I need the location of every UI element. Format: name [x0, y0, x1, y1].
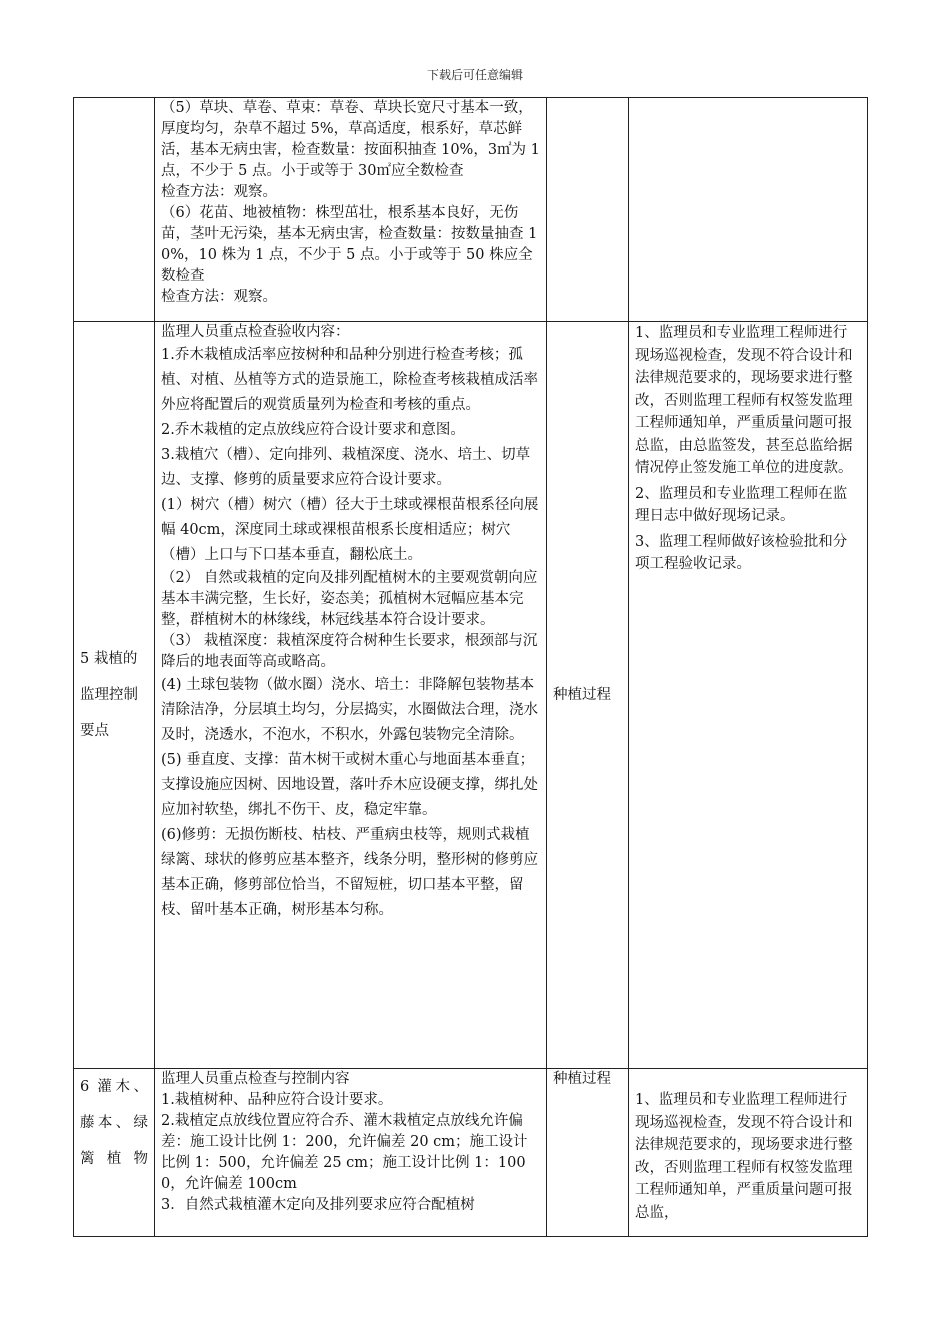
row3-title-cell [74, 1069, 155, 1237]
content-paragraph: (6)修剪：无损伤断枝、枯枝、严重病虫枝等，规则式栽植绿篱、球状的修剪应基本整齐，线条分明，整形树的修剪应基本正确，修剪部位恰当，不留短桩，切口基本平整，留枝、留叶基本正确，树形基本匀称。 [161, 827, 538, 918]
row2-title-cell [74, 322, 155, 1069]
content-paragraph: 1.栽植树种、品种应符合设计要求。 [161, 1092, 393, 1108]
content-paragraph: 2.乔木栽植的定点放线应符合设计要求和意图。 [161, 422, 465, 438]
content-paragraph: （5）草块、草卷、草束：草卷、草块长宽尺寸基本一致，厚度均匀，杂草不超过 5%，草高适度，根系好，草芯鲜活，基本无病虫害，检查数量：按面积抽查 10%，3㎡为 1 点，不少于 5 点。小于或等于 30㎡应全数检查 [161, 100, 540, 179]
content-paragraph: 2.栽植定点放线位置应符合乔、灌木栽植定点放线允许偏差：施工设计比例 1：200，允许偏差 20 cm；施工设计比例 1：500，允许偏差 25 cm；施工设计比例 1：1000，允许偏差 100cm [161, 1113, 528, 1192]
section-title: 6 灌木、藤本、绿篱植物 [80, 1079, 148, 1167]
page-header: 下载后可任意编辑 [426, 68, 523, 82]
content-paragraph: 检查方法：观察。 [161, 289, 277, 305]
row1-content-cell [155, 98, 547, 322]
content-paragraph: （3） 栽植深度：栽植深度符合树种生长要求，根颈部与沉降后的地表面等高或略高。 [161, 633, 538, 670]
content-paragraph: （6）花苗、地被植物：株型茁壮，根系基本良好，无伤苗，茎叶无污染，基本无病虫害，检查数量：按数量抽查 10%，10 株为 1 点，不少于 5 点。小于或等于 50 株应全数检查 [161, 205, 538, 284]
row1-title-cell [74, 98, 155, 322]
content-paragraph: (1）树穴（槽）树穴（槽）径大于土球或裸根苗根系径向展幅 40cm，深度同土球或裸根苗根系长度相适应；树穴（槽）上口与下口基本垂直，翻松底土。 [161, 497, 539, 563]
note-paragraph: 1、监理员和专业监理工程师进行现场巡视检查，发现不符合设计和法律规范要求的，现场要求进行整改，否则监理工程师有权签发监理工程师通知单，严重质量问题可报总监， [635, 1092, 853, 1221]
supervision-table [73, 97, 868, 1237]
row2-notes-cell [629, 322, 868, 1069]
content-paragraph: 3．自然式栽植灌木定向及排列要求应符合配植树 [161, 1197, 475, 1213]
stage-label: 种植过程 [553, 686, 611, 703]
stage-label: 种植过程 [553, 1071, 611, 1087]
content-heading: 监理人员重点检查与控制内容 [161, 1071, 350, 1087]
content-paragraph: 检查方法：观察。 [161, 184, 277, 200]
row2-content-cell [155, 322, 547, 1069]
row1-stage-cell [547, 98, 629, 322]
content-paragraph: （2） 自然或栽植的定向及排列配植树木的主要观赏朝向应基本丰满完整，生长好，姿态美；孤植树木冠幅应基本完整，群植树木的林缘线，林冠线基本符合设计要求。 [161, 570, 538, 628]
section-title: 5 栽植的监理控制要点 [80, 651, 138, 739]
note-paragraph: 2、监理员和专业监理工程师在监理日志中做好现场记录。 [635, 485, 848, 524]
table-row [74, 322, 868, 1069]
content-heading: 监理人员重点检查验收内容： [161, 324, 350, 340]
row3-content-cell [155, 1069, 547, 1237]
row3-stage-cell [547, 1069, 629, 1237]
row3-notes-cell [629, 1069, 868, 1237]
note-paragraph: 1、监理员和专业监理工程师进行现场巡视检查，发现不符合设计和法律规范要求的，现场要求进行整改，否则监理工程师有权签发监理工程师通知单，严重质量问题可报总监，由总监签发，甚至总监给据情况停止签发施工单位的进度款。 [635, 325, 853, 476]
content-paragraph: (4) 土球包装物（做水圈）浇水、培土：非降解包装物基本清除洁净，分层填土均匀，分层捣实，水圈做法合理，浇水及时，浇透水，不泡水，不积水，外露包装物完全清除。 [161, 677, 538, 743]
table-row [74, 98, 868, 322]
row2-stage-cell [547, 322, 629, 1069]
content-paragraph: 1.乔木栽植成活率应按树种和品种分别进行检查考核；孤植、对植、丛植等方式的造景施工，除检查考核栽植成活率外应将配置后的观赏质量列为检查和考核的重点。 [161, 347, 538, 413]
content-paragraph: 3.栽植穴（槽）、定向排列、栽植深度、浇水、培土、切草边、支撑、修剪的质量要求应符合设计要求。 [161, 447, 531, 488]
note-paragraph: 3、监理工程师做好该检验批和分项工程验收记录。 [635, 533, 848, 572]
table-row [74, 1069, 868, 1237]
row1-notes-cell [629, 98, 868, 322]
content-paragraph: (5) 垂直度、支撑：苗木树干或树木重心与地面基本垂直；支撑设施应因树、因地设置，落叶乔木应设硬支撑，绑扎处应加衬软垫，绑扎不伤干、皮，稳定牢靠。 [161, 752, 538, 818]
